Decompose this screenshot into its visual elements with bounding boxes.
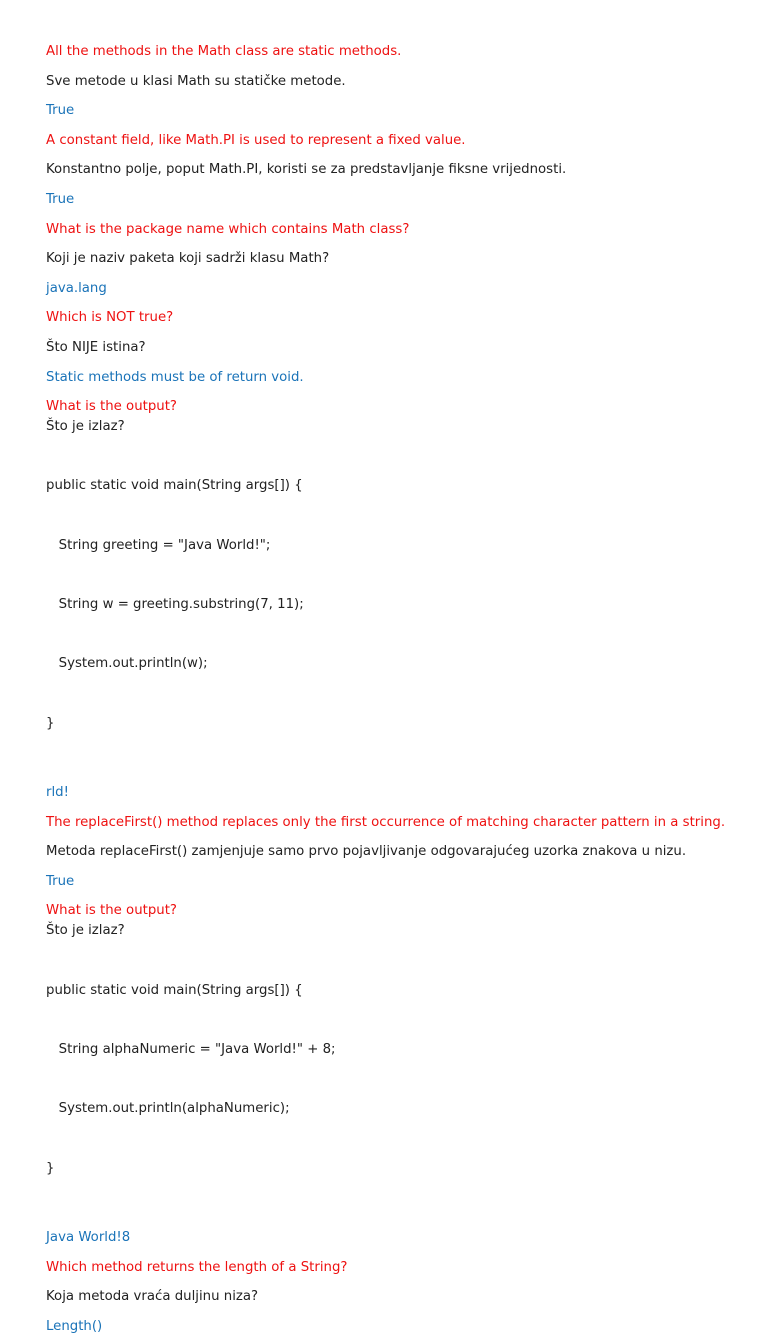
answer-2: True — [46, 191, 75, 207]
translation-4: Što NIJE istina? — [46, 339, 146, 355]
answer-1: True — [46, 103, 75, 119]
answer-7: Java World!8 — [46, 1229, 131, 1245]
answer-8: Length() — [46, 1318, 103, 1334]
translation-7: Što je izlaz? — [46, 923, 125, 939]
code-line: String w = greeting.substring(7, 11); — [46, 597, 304, 613]
code-snippet-5 — [46, 437, 746, 774]
code-line: String alphaNumeric = "Java World!" + 8; — [46, 1042, 336, 1058]
translation-5: Što je izlaz? — [46, 418, 125, 434]
answer-4: Static methods must be of return void. — [46, 369, 304, 385]
translation-6: Metoda replaceFirst() zamjenjuje samo prvo pojavljivanje odgovarajućeg uzorka znakova u nizu. — [46, 844, 687, 860]
answer-5: rld! — [46, 785, 69, 801]
answer-3: java.lang — [46, 280, 107, 296]
translation-2: Konstantno polje, poput Math.PI, koristi se za predstavljanje fiksne vrijednosti. — [46, 162, 567, 178]
answer-6: True — [46, 873, 75, 889]
question-5: What is the output? — [46, 399, 177, 415]
question-1: All the methods in the Math class are static methods. — [46, 44, 402, 59]
translation-3: Koji je naziv paketa koji sadrži klasu Math? — [46, 251, 330, 267]
translation-8: Koja metoda vraća duljinu niza? — [46, 1289, 259, 1305]
code-line: } — [46, 1160, 55, 1176]
question-3: What is the package name which contains Math class? — [46, 221, 410, 237]
code-snippet-7 — [46, 941, 746, 1218]
translation-1: Sve metode u klasi Math su statičke metode. — [46, 73, 346, 89]
code-line: String greeting = "Java World!"; — [46, 537, 271, 553]
question-2: A constant field, like Math.PI is used to represent a fixed value. — [46, 132, 466, 148]
question-6: The replaceFirst() method replaces only the first occurrence of matching character pattern in a string. — [46, 814, 726, 830]
code-line: public static void main(String args[]) { — [46, 478, 303, 494]
code-line: public static void main(String args[]) { — [46, 982, 303, 998]
quiz-document — [46, 42, 746, 1337]
question-4: Which is NOT true? — [46, 310, 174, 326]
code-line: System.out.println(w); — [46, 656, 208, 672]
code-line: } — [46, 715, 55, 731]
question-7: What is the output? — [46, 903, 177, 919]
question-8: Which method returns the length of a String? — [46, 1259, 348, 1275]
code-line: System.out.println(alphaNumeric); — [46, 1101, 290, 1117]
